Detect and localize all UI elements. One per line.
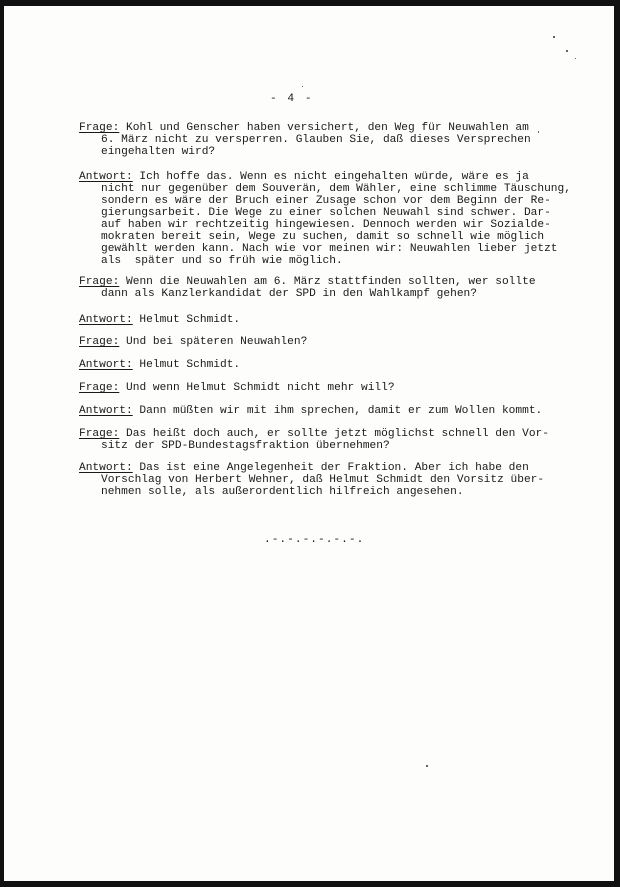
scan-speck [538, 131, 539, 133]
speaker-label: Frage: [79, 428, 120, 440]
speaker-label: Frage: [79, 276, 120, 288]
qa-line [79, 428, 579, 440]
end-mark: .-.-.-.-.-.-. [264, 534, 365, 546]
speaker-label: Antwort: [79, 171, 133, 183]
scan-speck [426, 765, 428, 767]
speaker-label: Frage: [79, 382, 120, 394]
qa-block-question-1 [79, 122, 579, 158]
qa-line: mokraten bereit sein, Wege zu suchen, damit so schnell wie möglich [101, 231, 545, 243]
qa-line: Vorschlag von Herbert Wehner, daß Helmut Schmidt den Vorsitz über- [101, 474, 545, 486]
page-number: - 4 - [270, 93, 314, 105]
line-text: Helmut Schmidt. [132, 359, 241, 371]
qa-block-answer-2 [79, 314, 579, 326]
qa-block-question-2 [79, 276, 579, 300]
qa-line: nehmen solle, als außerordentlich hilfreich angesehen. [101, 486, 464, 498]
speaker-label: Antwort: [79, 405, 133, 417]
qa-line: dann als Kanzlerkandidat der SPD in den Wahlkampf gehen? [101, 288, 477, 300]
qa-line: gewählt werden kann. Nach wie vor meinen wir: Neuwahlen lieber jetzt [101, 243, 558, 255]
speaker-label: Frage: [79, 122, 120, 134]
line-text: Das ist eine Angelegenheit der Fraktion. Aber ich habe den [132, 462, 529, 474]
qa-line: eingehalten wird? [101, 146, 216, 158]
qa-block-question-4 [79, 382, 579, 394]
qa-line [79, 314, 579, 326]
line-text: Kohl und Genscher haben versichert, den Weg für Neuwahlen am [119, 122, 529, 134]
qa-block-question-5 [79, 428, 579, 452]
scan-speck [302, 86, 303, 87]
line-text: Wenn die Neuwahlen am 6. März stattfinden sollten, wer sollte [119, 276, 536, 288]
line-text: Helmut Schmidt. [132, 314, 241, 326]
qa-line: 6. März nicht zu versperren. Glauben Sie, daß dieses Versprechen [101, 134, 531, 146]
qa-line: sitz der SPD-Bundestagsfraktion übernehmen? [101, 440, 390, 452]
speaker-label: Frage: [79, 336, 120, 348]
qa-block-answer-3 [79, 359, 579, 371]
line-text: Das heißt doch auch, er sollte jetzt möglichst schnell den Vor- [119, 428, 549, 440]
qa-block-answer-1 [79, 171, 579, 267]
scan-speck [566, 50, 568, 52]
qa-line: als später und so früh wie möglich. [101, 255, 343, 267]
line-text: Und bei späteren Neuwahlen? [119, 336, 308, 348]
qa-line [79, 462, 579, 474]
qa-line [79, 382, 579, 394]
qa-block-answer-5 [79, 462, 579, 498]
qa-line [79, 359, 579, 371]
scan-speck [575, 58, 576, 59]
speaker-label: Antwort: [79, 314, 133, 326]
line-text: Ich hoffe das. Wenn es nicht eingehalten würde, wäre es ja [132, 171, 529, 183]
line-text: Und wenn Helmut Schmidt nicht mehr will? [119, 382, 395, 394]
scan-speck [553, 36, 555, 38]
qa-block-answer-4 [79, 405, 579, 417]
qa-line [79, 122, 579, 134]
qa-block-question-3 [79, 336, 579, 348]
line-text: Dann müßten wir mit ihm sprechen, damit er zum Wollen kommt. [132, 405, 543, 417]
qa-line [79, 276, 579, 288]
qa-line: sondern es wäre der Bruch einer Zusage schon vor dem Beginn der Re- [101, 195, 551, 207]
qa-line [79, 336, 579, 348]
speaker-label: Antwort: [79, 462, 133, 474]
qa-line [79, 405, 579, 417]
qa-line [79, 171, 579, 183]
speaker-label: Antwort: [79, 359, 133, 371]
qa-line: auf haben wir rechtzeitig hingewiesen. Dennoch werden wir Sozialde- [101, 219, 551, 231]
qa-line: gierungsarbeit. Die Wege zu einer solchen Neuwahl sind schwer. Dar- [101, 207, 551, 219]
qa-line: nicht nur gegenüber dem Souverän, dem Wähler, eine schlimme Täuschung, [101, 183, 571, 195]
